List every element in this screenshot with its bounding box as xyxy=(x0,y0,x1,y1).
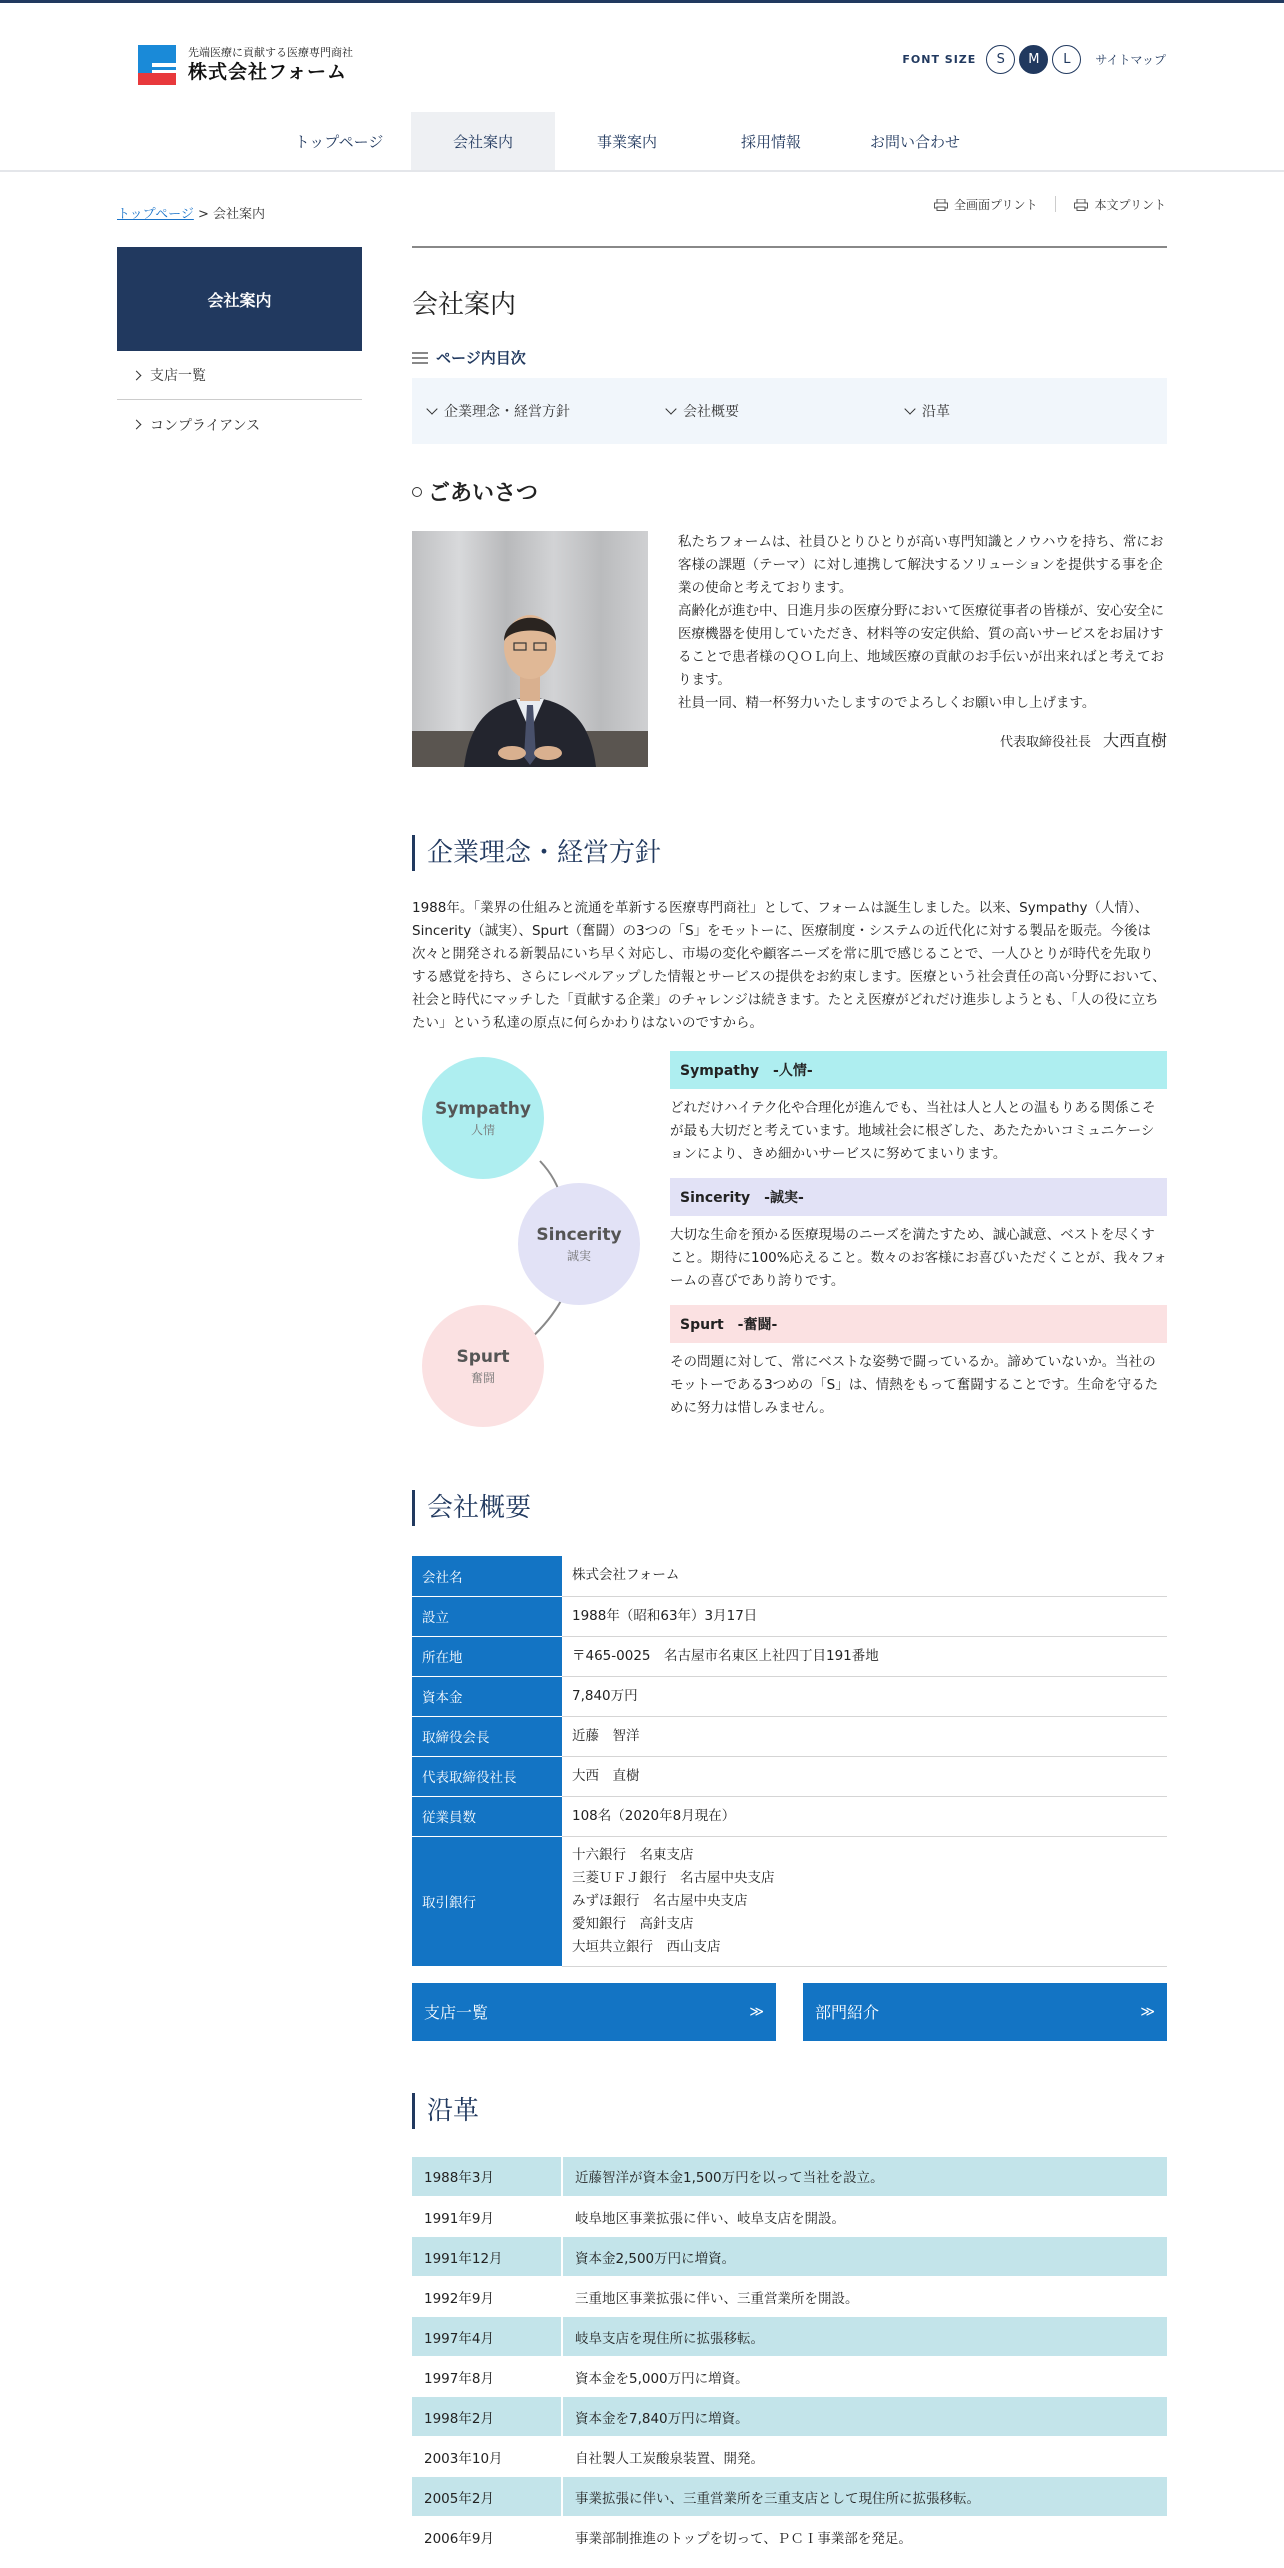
toc-link-history[interactable] xyxy=(906,401,1145,421)
table-row xyxy=(412,1716,1167,1756)
global-nav xyxy=(0,112,1284,172)
breadcrumb-home-link[interactable]: トップページ xyxy=(117,207,194,222)
nav-item-company[interactable]: 会社案内 xyxy=(411,112,555,170)
table-row xyxy=(412,2357,1167,2397)
history-table xyxy=(412,2157,1167,2558)
main-content xyxy=(412,246,1167,2557)
table-row xyxy=(412,1796,1167,1836)
spurt-body: その問題に対して、常にベストな姿勢で闘っているか。諦めていないか。当社のモットーである3つめの「S」は、情熱をもって奮闘することです。生命を守るために努力は惜しみません。 xyxy=(670,1354,1159,1416)
sidebar-title[interactable]: 会社案内 xyxy=(117,247,362,351)
table-row xyxy=(412,1836,1167,1966)
spurt-sub-label: 奮闘 xyxy=(470,1370,495,1385)
toc-link-label: 沿革 xyxy=(922,404,950,420)
logo[interactable] xyxy=(138,45,353,85)
table-key: 従業員数 xyxy=(412,1796,562,1836)
signature xyxy=(678,729,1167,754)
chevron-down-icon xyxy=(665,403,676,414)
page-title: 会社案内 xyxy=(412,290,517,320)
utility-bar xyxy=(902,45,1166,74)
toc-link-philosophy[interactable] xyxy=(428,401,667,421)
sidebar-item-label: 支店一覧 xyxy=(150,368,206,384)
print-links xyxy=(916,196,1166,213)
table-row xyxy=(412,2397,1167,2437)
print-divider xyxy=(1055,196,1056,212)
sidebar-item-branches[interactable] xyxy=(117,351,362,400)
table-row xyxy=(412,1636,1167,1676)
overview-heading: 会社概要 xyxy=(412,1490,1167,1526)
spurt-label: Spurt xyxy=(456,1346,510,1367)
table-row xyxy=(412,2477,1167,2517)
toc-heading xyxy=(412,347,1167,368)
circle-bullet-icon xyxy=(412,487,422,497)
history-event: 自社製人工炭酸泉装置、開発。 xyxy=(562,2437,1167,2477)
double-chevron-right-icon: ≫ xyxy=(749,2003,764,2020)
nav-item-business[interactable]: 事業案内 xyxy=(596,132,657,151)
sidebar xyxy=(117,247,362,449)
sitemap-link[interactable]: サイトマップ xyxy=(1095,53,1166,67)
philosophy-text: 1988年。「業界の仕組みと流通を革新する医療専門商社」として、フォームは誕生しました。以来、Sympathy（人情）、Sincerity（誠実）、Spurt（奮闘）の3つの「S」をモットーに、医療制度・システムの近代化に対する製品を販売。今後は次々と開発される新製品にいち早く対応し、市場の変化や顧客ニーズを常に肌で感じることで、一人ひとりが時代を先取りする感覚を持ち、さらにレベルアップした情報とサービスの提供をお約束します。医療という社会責任の高い分野において、社会と時代にマッチした「貢献する企業」のチャレンジは続きます。たとえ医療がどれだけ進歩しようとも、「人の役に立ちたい」という私達の原点に何らかわりはないのですから。 xyxy=(412,900,1166,1031)
branch-list-button[interactable] xyxy=(412,1983,776,2041)
table-row xyxy=(412,2157,1167,2197)
bank-line: 大垣共立銀行 西山支店 xyxy=(572,1938,721,1955)
overview-links xyxy=(412,1983,1167,2041)
table-row xyxy=(412,2277,1167,2317)
history-date: 1997年8月 xyxy=(412,2357,562,2397)
history-heading: 沿革 xyxy=(412,2093,1167,2129)
branch-list-label: 支店一覧 xyxy=(424,2003,489,2022)
bank-line: 十六銀行 名東支店 xyxy=(572,1846,694,1863)
department-button[interactable] xyxy=(803,1983,1167,2041)
sympathy-circle xyxy=(422,1057,544,1179)
table-value: 108名（2020年8月現在） xyxy=(562,1796,1167,1836)
table-row xyxy=(412,1556,1167,1596)
greeting-section xyxy=(412,531,1167,767)
print-body-label: 本文プリント xyxy=(1094,198,1166,212)
spurt-circle xyxy=(422,1305,544,1427)
table-key: 資本金 xyxy=(412,1676,562,1716)
printer-icon xyxy=(1074,199,1088,211)
chevron-right-icon xyxy=(132,420,142,430)
history-event: 資本金を5,000万円に増資。 xyxy=(562,2357,1167,2397)
table-key: 所在地 xyxy=(412,1636,562,1676)
nav-item-contact[interactable]: お問い合わせ xyxy=(869,132,960,151)
history-event: 事業部制推進のトップを切って、ＰＣＩ事業部を発足。 xyxy=(562,2517,1167,2557)
nav-item-top[interactable]: トップページ xyxy=(294,132,384,151)
company-overview-table xyxy=(412,1556,1167,1967)
double-chevron-right-icon: ≫ xyxy=(1140,2003,1155,2020)
print-body-link[interactable] xyxy=(1074,196,1166,213)
sincerity-label: Sincerity xyxy=(536,1224,622,1245)
greeting-paragraph: 私たちフォームは、社員ひとりひとりが高い専門知識とノウハウを持ち、常にお客様の課題（テーマ）に対し連携して解決するソリューションを提供する事を企業の使命と考えております。 xyxy=(678,534,1164,596)
history-event: 三重地区事業拡張に伴い、三重営業所を開設。 xyxy=(562,2277,1167,2317)
table-row xyxy=(412,2317,1167,2357)
toc-link-overview[interactable] xyxy=(667,401,906,421)
bank-line: 三菱ＵＦＪ銀行 名古屋中央支店 xyxy=(572,1869,775,1886)
chevron-right-icon xyxy=(132,370,142,380)
table-value: 大西 直樹 xyxy=(562,1756,1167,1796)
history-date: 2005年2月 xyxy=(412,2477,562,2517)
table-key: 取引銀行 xyxy=(412,1836,562,1966)
table-row xyxy=(412,2237,1167,2277)
breadcrumb xyxy=(117,203,265,222)
table-row xyxy=(412,1596,1167,1636)
sympathy-label: Sympathy xyxy=(435,1098,531,1119)
table-value: 〒465-0025 名古屋市名東区上社四丁目191番地 xyxy=(562,1636,1167,1676)
history-date: 1992年9月 xyxy=(412,2277,562,2317)
title-divider xyxy=(412,246,1167,248)
history-date: 2006年9月 xyxy=(412,2517,562,2557)
signature-name: 大西直樹 xyxy=(1102,731,1167,750)
greeting-paragraph: 社員一同、精一杯努力いたしますのでよろしくお願い申し上げます。 xyxy=(678,695,1096,711)
table-key: 設立 xyxy=(412,1596,562,1636)
table-value: 株式会社フォーム xyxy=(562,1556,1167,1596)
history-event: 事業拡張に伴い、三重営業所を三重支店として現住所に拡張移転。 xyxy=(562,2477,1167,2517)
table-row xyxy=(412,2517,1167,2557)
philosophy-values xyxy=(412,1051,1167,1432)
logo-company-name: 株式会社フォーム xyxy=(188,61,348,83)
history-date: 1991年9月 xyxy=(412,2197,562,2237)
signature-title: 代表取締役社長 xyxy=(999,735,1091,750)
sidebar-item-compliance[interactable] xyxy=(117,400,362,449)
print-full-link[interactable] xyxy=(934,196,1038,213)
breadcrumb-separator: > xyxy=(197,207,209,222)
toc-link-label: 会社概要 xyxy=(683,404,739,420)
history-date: 1997年4月 xyxy=(412,2317,562,2357)
table-key: 取締役会長 xyxy=(412,1716,562,1756)
history-event: 資本金を7,840万円に増資。 xyxy=(562,2397,1167,2437)
president-photo xyxy=(412,531,648,767)
sincerity-heading: Sincerity -誠実- xyxy=(670,1178,1167,1216)
font-size-label: FONT SIZE xyxy=(902,53,977,66)
greeting-text xyxy=(678,531,1167,767)
sidebar-item-label: コンプライアンス xyxy=(150,417,261,434)
history-event: 資本金2,500万円に増資。 xyxy=(562,2237,1167,2277)
history-date: 1998年2月 xyxy=(412,2397,562,2437)
table-value: 近藤 智洋 xyxy=(562,1716,1167,1756)
table-key: 代表取締役社長 xyxy=(412,1756,562,1796)
department-label: 部門紹介 xyxy=(815,2003,880,2022)
bank-line: 愛知銀行 高針支店 xyxy=(572,1915,694,1932)
sympathy-body: どれだけハイテク化や合理化が進んでも、当社は人と人との温もりある関係こそが最も大切だと考えています。地域社会に根ざした、あたたかいコミュニケーションにより、きめ細かいサービスに努めてまいります。 xyxy=(670,1100,1156,1162)
philosophy-heading: 企業理念・経営方針 xyxy=(412,835,1167,871)
sincerity-body: 大切な生命を預かる医療現場のニーズを満たすため、誠心誠意、ベストを尽くすこと。期待に100%応えること。数々のお客様にお喜びいただくことが、我々フォームの喜びであり誇りです。 xyxy=(670,1227,1167,1289)
table-row xyxy=(412,2197,1167,2237)
chevron-down-icon xyxy=(426,403,437,414)
history-event: 岐阜支店を現住所に拡張移転。 xyxy=(562,2317,1167,2357)
table-row xyxy=(412,1756,1167,1796)
table-value: 1988年（昭和63年）3月17日 xyxy=(562,1596,1167,1636)
sympathy-sub-label: 人情 xyxy=(470,1122,495,1137)
table-key: 会社名 xyxy=(412,1556,562,1596)
history-date: 1991年12月 xyxy=(412,2237,562,2277)
font-size-m-button[interactable]: M xyxy=(1019,45,1048,74)
breadcrumb-current: 会社案内 xyxy=(213,207,266,222)
menu-icon xyxy=(412,349,428,367)
printer-icon xyxy=(934,199,948,211)
logo-mark-icon xyxy=(138,45,176,85)
table-row xyxy=(412,1676,1167,1716)
table-value: 7,840万円 xyxy=(562,1676,1167,1716)
history-event: 近藤智洋が資本金1,500万円を以って当社を設立。 xyxy=(562,2157,1167,2197)
values-list xyxy=(670,1051,1167,1432)
sympathy-heading: Sympathy -人情- xyxy=(670,1051,1167,1089)
toc-label: ページ内目次 xyxy=(436,349,526,367)
logo-tagline: 先端医療に貢献する医療専門商社 xyxy=(188,46,353,59)
sincerity-sub-label: 誠実 xyxy=(566,1248,591,1263)
font-size-l-button[interactable]: L xyxy=(1052,45,1081,74)
spurt-heading: Spurt -奮闘- xyxy=(670,1305,1167,1343)
table-value-banks xyxy=(562,1836,1167,1966)
greeting-heading xyxy=(412,476,1167,507)
toc-link-label: 企業理念・経営方針 xyxy=(444,404,570,420)
sincerity-circle xyxy=(518,1183,640,1305)
greeting-paragraph: 高齢化が進む中、日進月歩の医療分野において医療従事者の皆様が、安心安全に医療機器を使用していただき、材料等の安定供給、質の高いサービスをお届けすることで患者様のＱＯＬ向上、地域医療の貢献のお手伝いが出来ればと考えております。 xyxy=(678,603,1164,688)
bank-line: みずほ銀行 名古屋中央支店 xyxy=(572,1892,748,1909)
site-header xyxy=(0,3,1284,115)
three-s-diagram xyxy=(412,1051,670,1431)
table-row xyxy=(412,2437,1167,2477)
chevron-down-icon xyxy=(904,403,915,414)
print-full-label: 全画面プリント xyxy=(953,198,1038,212)
nav-item-recruit[interactable]: 採用情報 xyxy=(740,132,801,151)
font-size-s-button[interactable]: S xyxy=(986,45,1015,74)
history-event: 岐阜地区事業拡張に伴い、岐阜支店を開設。 xyxy=(562,2197,1167,2237)
history-date: 1988年3月 xyxy=(412,2157,562,2197)
toc-box xyxy=(412,378,1167,444)
history-date: 2003年10月 xyxy=(412,2437,562,2477)
greeting-heading-text: ごあいさつ xyxy=(428,481,539,506)
